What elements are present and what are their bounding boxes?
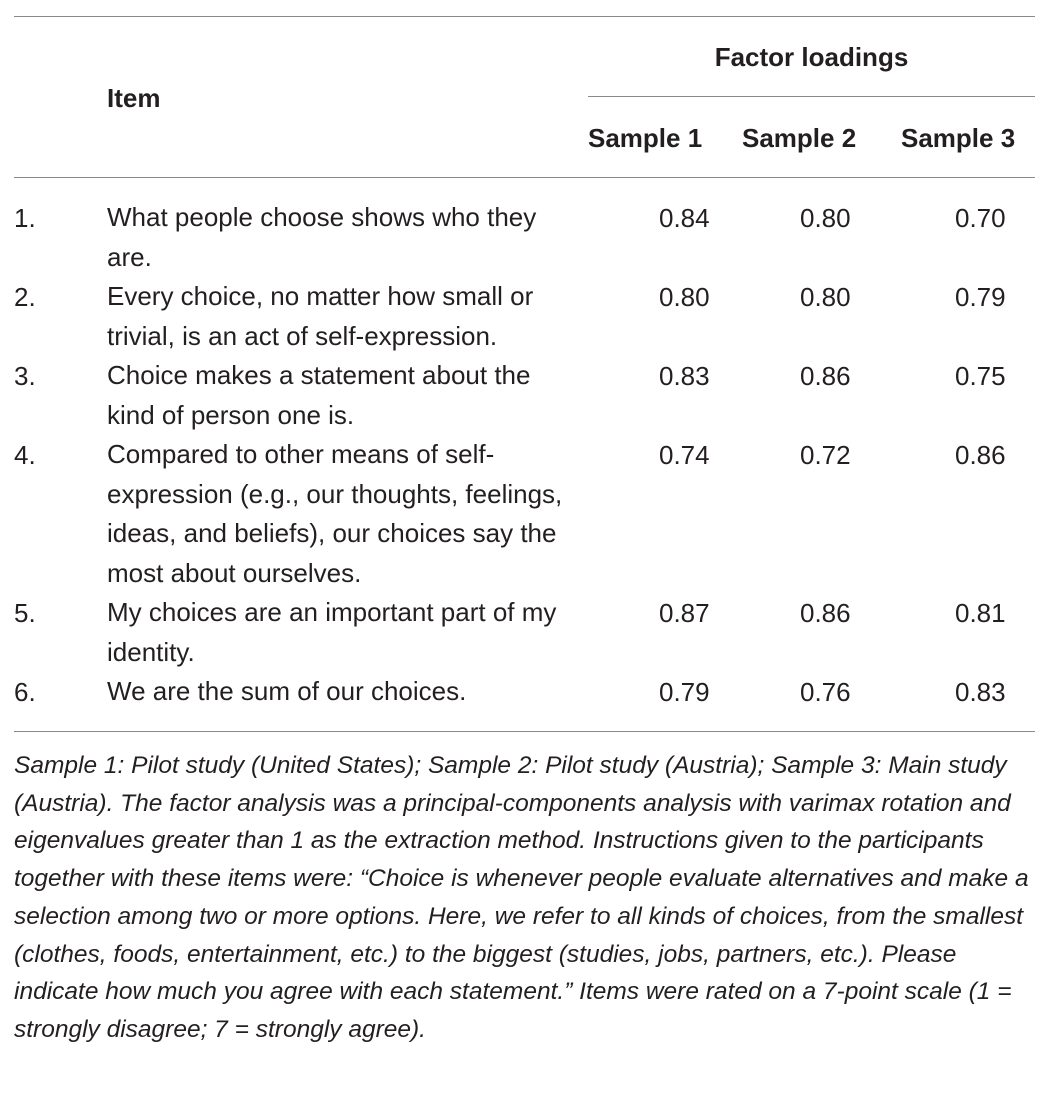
row-value-sample-3: 0.86 — [955, 440, 1006, 470]
row-item-text: Every choice, no matter how small or trivial, is an act of self-expression. — [107, 281, 534, 351]
row-item-text: Choice makes a statement about the kind of person one is. — [107, 360, 531, 430]
row-value-sample-3: 0.75 — [955, 361, 1006, 391]
row-value-sample-2: 0.80 — [800, 282, 851, 312]
row-item-text: My choices are an important part of my identity. — [107, 597, 557, 667]
row-value-sample-1: 0.83 — [659, 361, 710, 391]
row-number: 1. — [14, 203, 36, 233]
group-rule — [588, 96, 1035, 97]
header-bottom-rule — [14, 177, 1035, 178]
row-value-sample-1: 0.80 — [659, 282, 710, 312]
row-number: 2. — [14, 282, 36, 312]
row-value-sample-3: 0.81 — [955, 598, 1006, 628]
row-value-sample-2: 0.86 — [800, 598, 851, 628]
row-number: 4. — [14, 440, 36, 470]
column-header-sample-3: Sample 3 — [901, 123, 1016, 153]
table-footnote: Sample 1: Pilot study (United States); Sample 2: Pilot study (Austria); Sample 3: Main study (Austria). The factor analysis was a principal-components analysis with varimax rotation and eigenvalues greater than 1 as the extraction method. Instructions given to the participants together with these items were: “Choice is whenever people evaluate alternatives and make a selection among two or more options. Here, we refer to all kinds of choices, from the smallest (clothes, foods, entertainment, etc.) to the biggest (studies, jobs, partners, etc.). Please indicate how much you agree with each statement.” Items were rated on a 7-point scale (1 = strongly disagree; 7 = strongly agree). — [14, 752, 1029, 1043]
row-value-sample-1: 0.87 — [659, 598, 710, 628]
row-item-text: Compared to other means of self-expression (e.g., our thoughts, feelings, ideas, and beliefs), our choices say the most about ourselves. — [107, 439, 563, 588]
row-value-sample-1: 0.79 — [659, 677, 710, 707]
row-number: 6. — [14, 677, 36, 707]
column-group-factor-loadings: Factor loadings — [714, 42, 909, 72]
top-rule — [14, 16, 1035, 17]
column-header-item: Item — [107, 83, 161, 113]
row-value-sample-3: 0.70 — [955, 203, 1006, 233]
row-value-sample-2: 0.76 — [800, 677, 851, 707]
row-value-sample-2: 0.80 — [800, 203, 851, 233]
row-value-sample-3: 0.83 — [955, 677, 1006, 707]
column-header-sample-2: Sample 2 — [742, 123, 857, 153]
row-number: 5. — [14, 598, 36, 628]
table-bottom-rule — [14, 731, 1035, 732]
row-value-sample-2: 0.86 — [800, 361, 851, 391]
row-number: 3. — [14, 361, 36, 391]
row-value-sample-3: 0.79 — [955, 282, 1006, 312]
row-value-sample-1: 0.74 — [659, 440, 710, 470]
row-item-text: We are the sum of our choices. — [107, 676, 467, 706]
row-value-sample-1: 0.84 — [659, 203, 710, 233]
row-item-text: What people choose shows who they are. — [107, 202, 537, 272]
column-header-sample-1: Sample 1 — [588, 123, 703, 153]
row-value-sample-2: 0.72 — [800, 440, 851, 470]
